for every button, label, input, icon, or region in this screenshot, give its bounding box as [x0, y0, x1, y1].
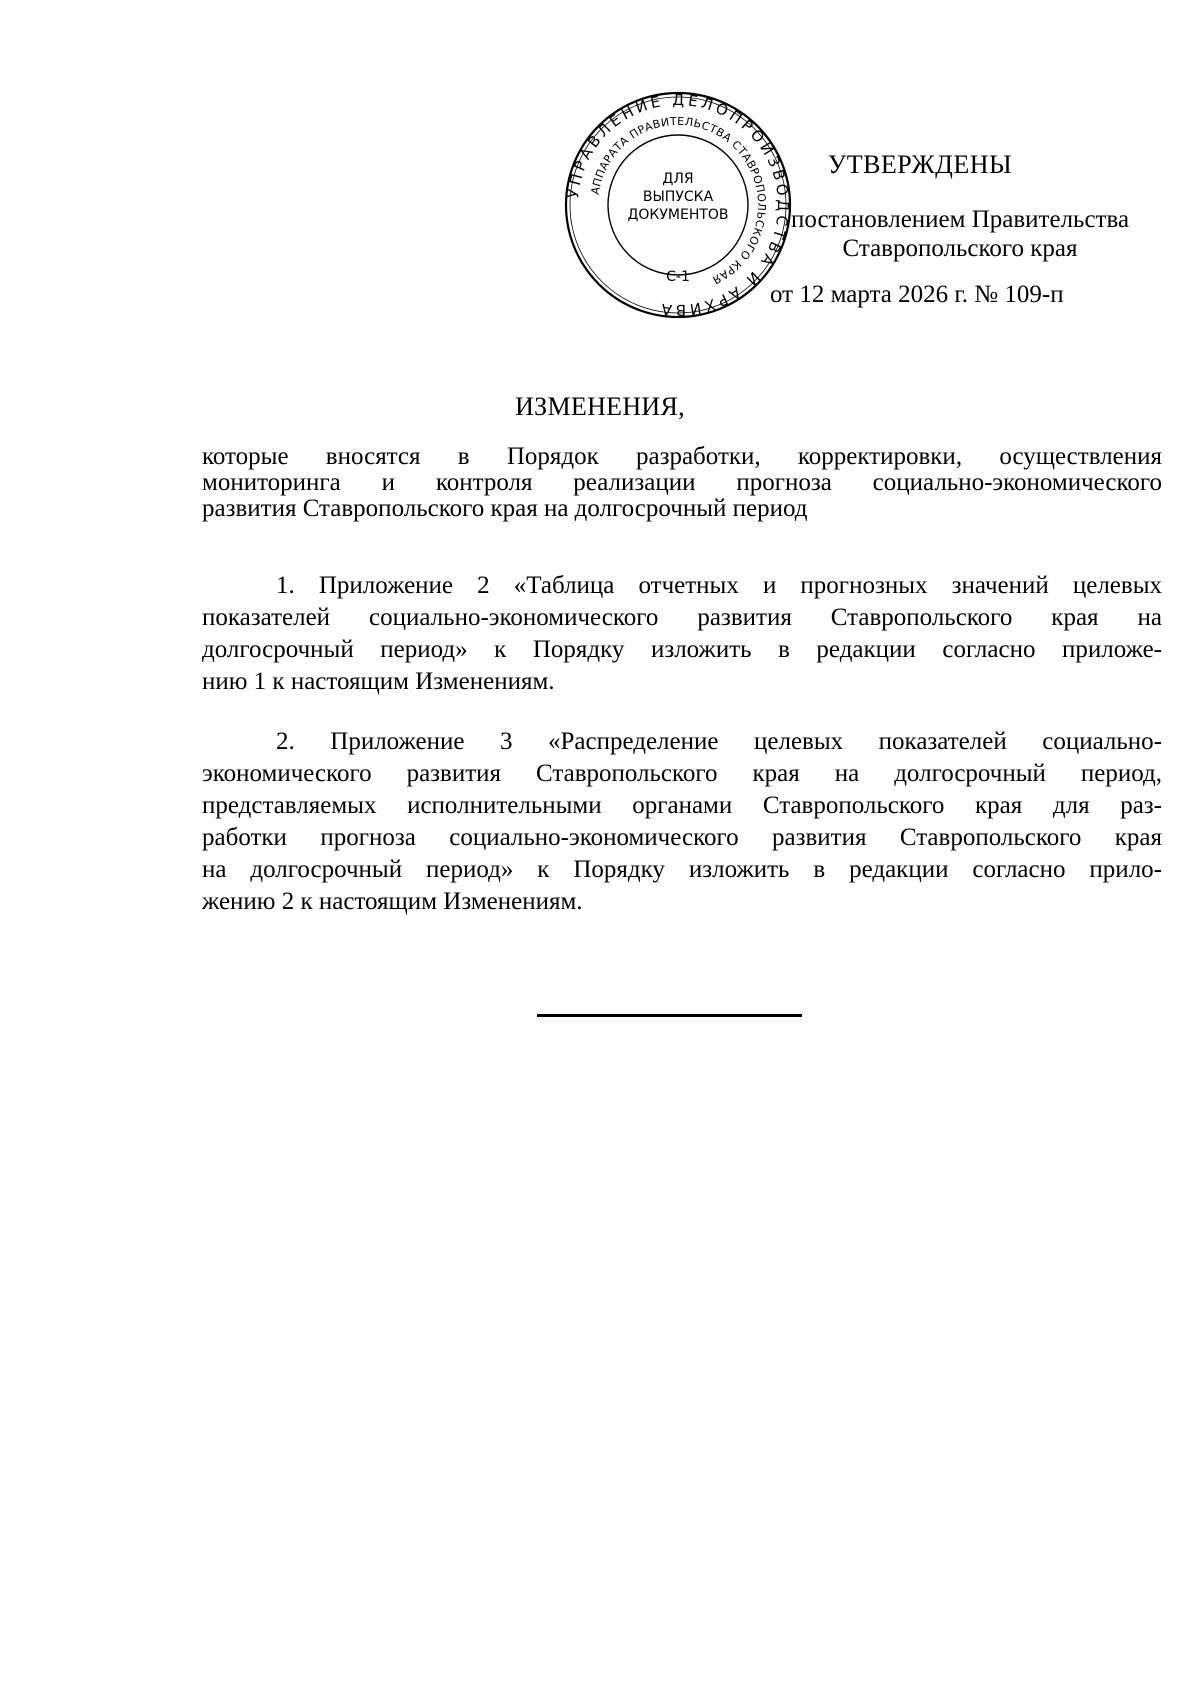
resolution-text	[760, 205, 1160, 263]
paragraph-line: долгосрочный период» к Порядку изложить в редакции согласно приложе-	[202, 636, 1162, 663]
stamp-center-line-3: ДОКУМЕНТОВ	[627, 207, 729, 223]
subtitle-line: которые вносятся в Порядок разработки, корректировки, осуществления	[202, 443, 1162, 470]
closing-rule	[537, 1014, 802, 1017]
paragraph-line: нию 1 к настоящим Изменениям.	[202, 668, 555, 695]
stamp-inner-text: АППАРАТА ПРАВИТЕЛЬСТВА СТАВРОПОЛЬСКОГО КРАЯ	[588, 114, 769, 287]
document-subtitle	[202, 444, 1162, 522]
paragraph-1	[202, 570, 1162, 698]
paragraph-line: экономического развития Ставропольского края на долгосрочный период,	[202, 760, 1162, 787]
stamp-code: С-1	[666, 269, 690, 285]
stamp-center-line-1: ДЛЯ	[662, 171, 694, 187]
resolution-line-2: Ставропольского края	[842, 235, 1078, 262]
paragraph-line: 2. Приложение 3 «Распределение целевых показателей социально-	[276, 728, 1162, 755]
paragraph-line: показателей социально-экономического развития Ставропольского края на	[202, 604, 1162, 631]
approved-label: УТВЕРЖДЕНЫ	[827, 150, 1013, 179]
subtitle-line: мониторинга и контроля реализации прогноза социально-экономического	[202, 469, 1162, 496]
resolution-date: от 12 марта 2026 г. № 109-п	[770, 281, 1064, 308]
stamp-outer-text: УПРАВЛЕНИЕ ДЕЛОПРОИЗВОДСТВА И АРХИВА	[564, 90, 793, 320]
paragraph-line: работки прогноза социально-экономического развития Ставропольского края	[202, 824, 1162, 851]
stamp-center-line-2: ВЫПУСКА	[642, 189, 714, 205]
document-title: ИЗМЕНЕНИЯ,	[515, 392, 685, 421]
paragraph-line: представляемых исполнительными органами Ставропольского края для раз-	[202, 792, 1162, 819]
paragraph-line: 1. Приложение 2 «Таблица отчетных и прогнозных значений целевых	[276, 572, 1162, 599]
resolution-line-1: постановлением Правительства	[790, 206, 1130, 233]
paragraph-line: на долгосрочный период» к Порядку изложить в редакции согласно прило-	[202, 856, 1162, 883]
paragraph-line: жению 2 к настоящим Изменениям.	[202, 888, 583, 915]
subtitle-line: развития Ставропольского края на долгосрочный период	[202, 495, 808, 522]
paragraph-2	[202, 726, 1162, 918]
